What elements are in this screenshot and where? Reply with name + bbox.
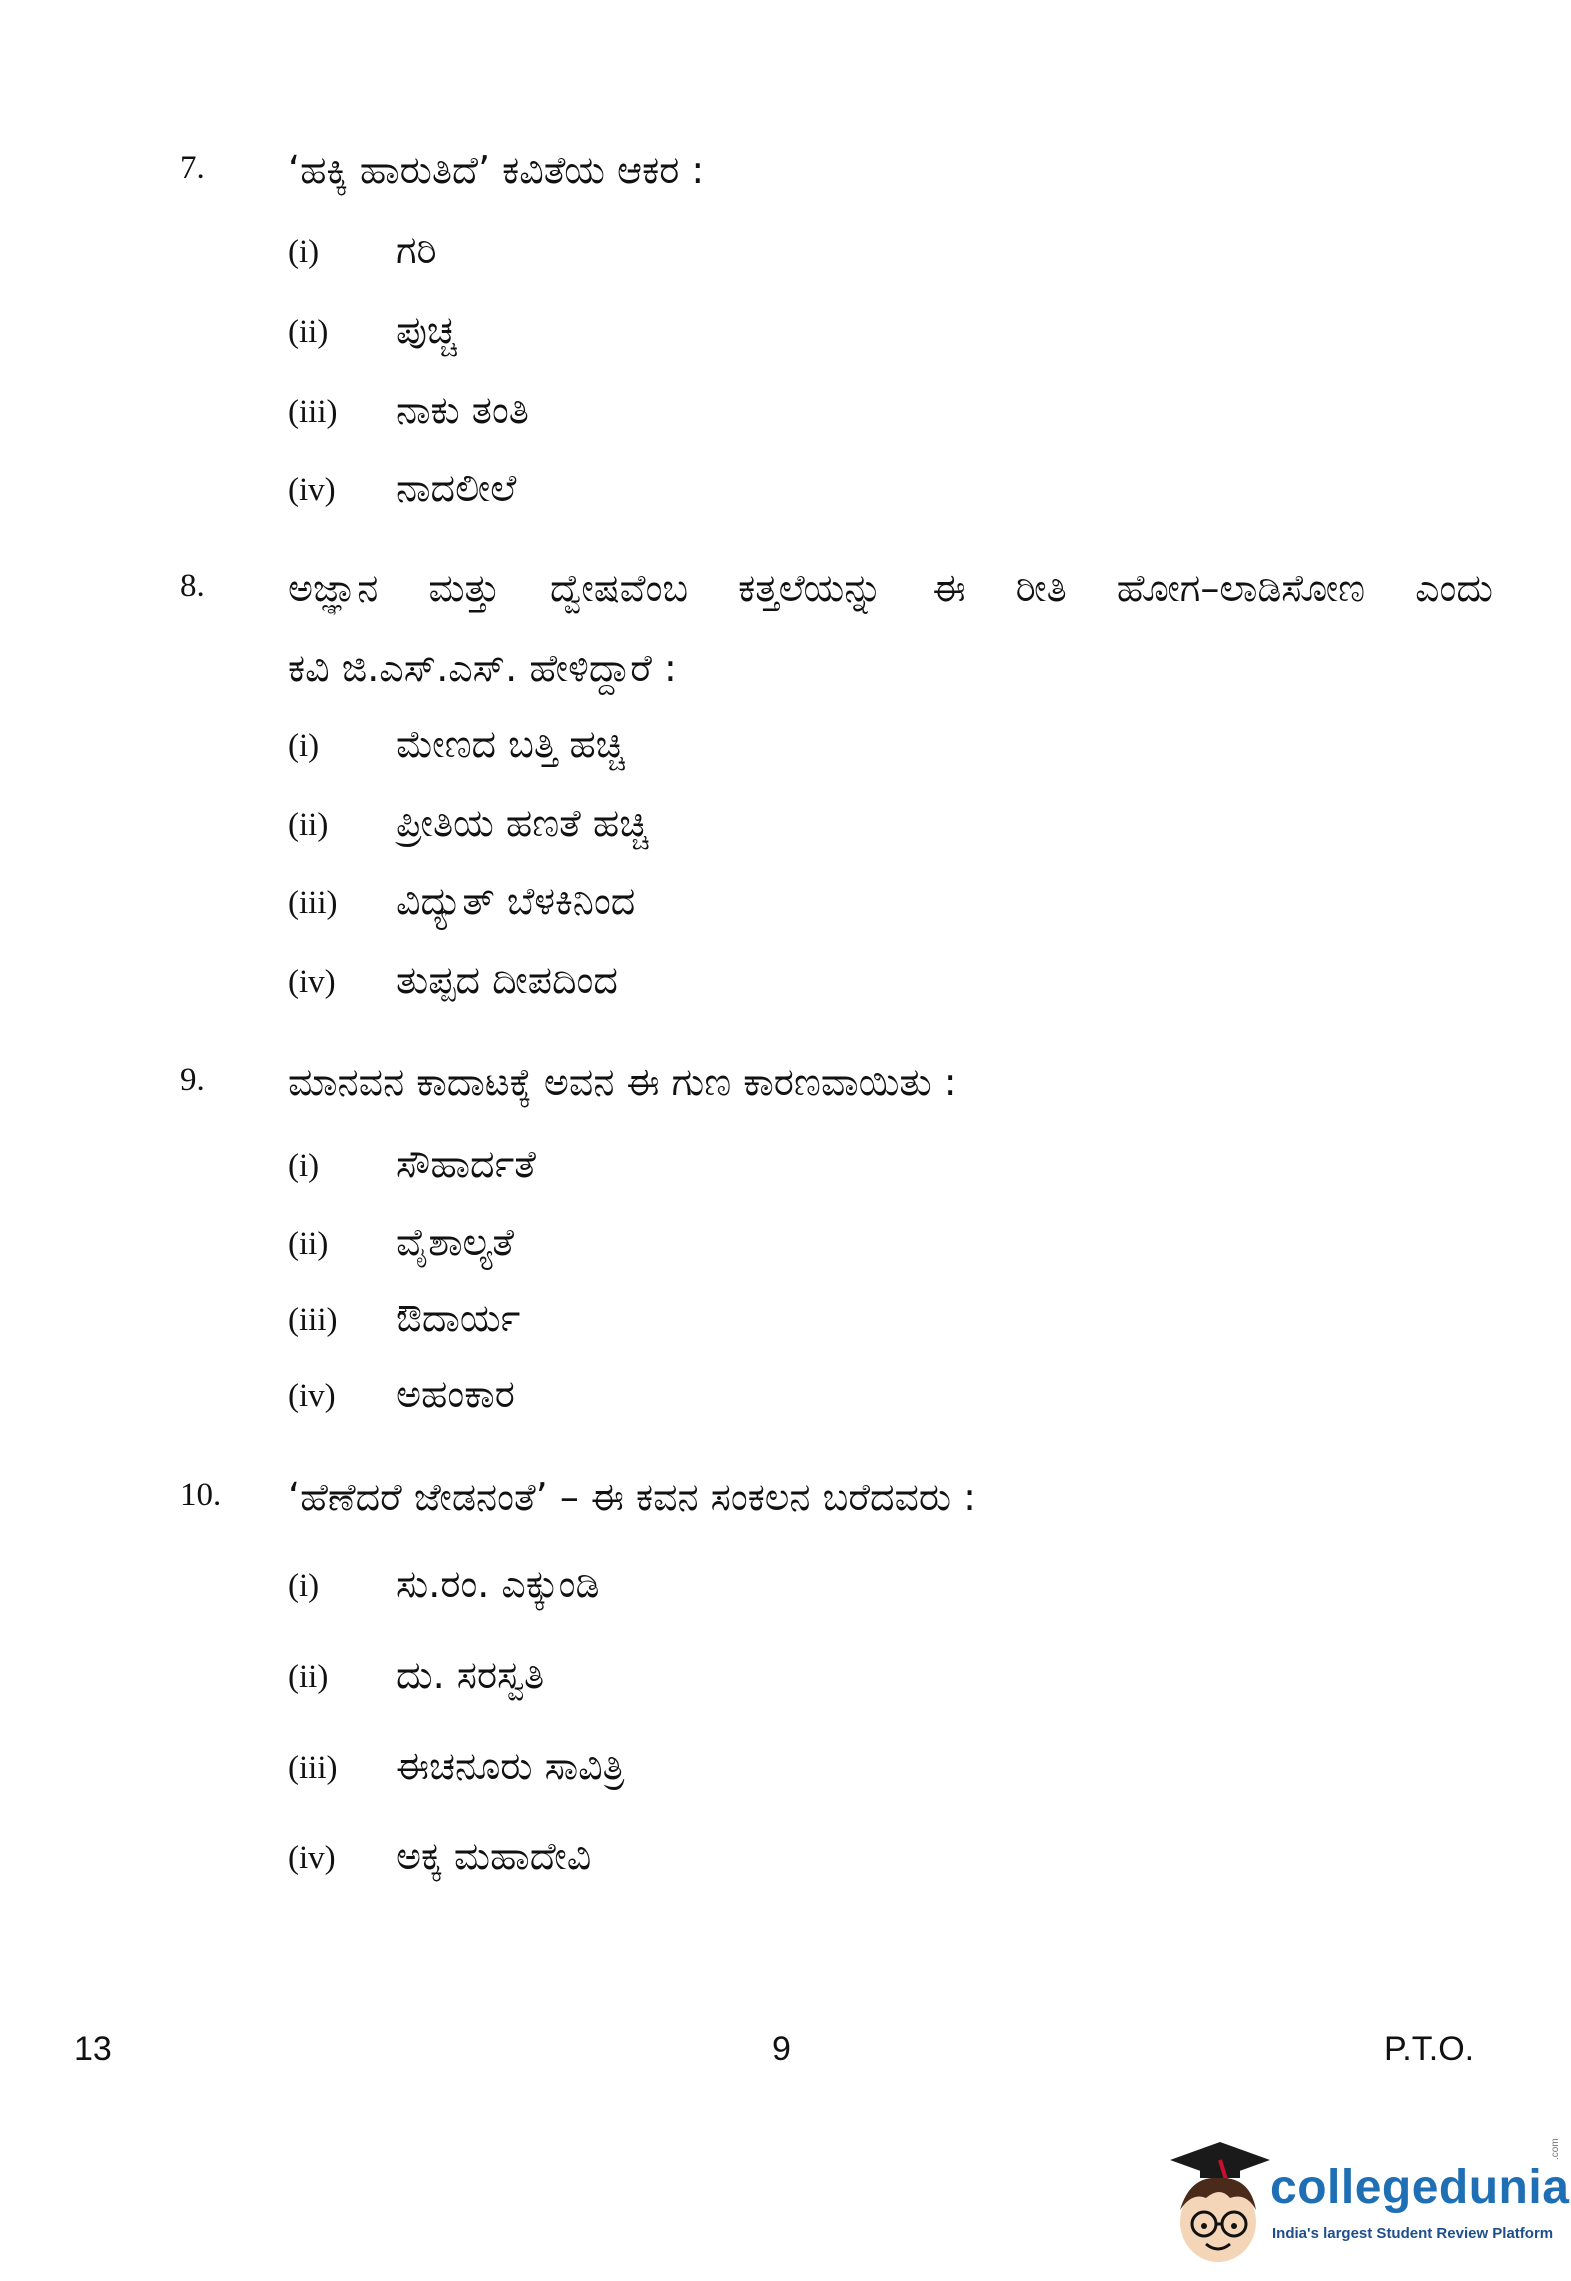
option-text: ಗರಿ xyxy=(396,228,437,272)
option-label: (iv) xyxy=(288,472,336,508)
option-text: ವೈಶಾಲ್ಯತೆ xyxy=(396,1220,515,1264)
option-iv xyxy=(0,952,1571,1012)
question-text-line-1: ಅಜ್ಞಾನ ಮತ್ತು ದ್ವೇಷವೆಂಬ ಕತ್ತಲೆಯನ್ನು ಈ ರೀತಿ ಹೋಗ–ಲಾಡಿಸೋಣ ಎಂದು xyxy=(288,566,1493,610)
option-label: (ii) xyxy=(288,1659,329,1695)
option-iii xyxy=(0,1290,1571,1350)
option-i xyxy=(0,1556,1571,1616)
option-text: ಅಹಂಕಾರ xyxy=(396,1372,515,1416)
option-label: (iii) xyxy=(288,394,338,430)
footer-code: 13 xyxy=(74,2030,112,2068)
option-label: (i) xyxy=(288,728,320,764)
option-label: (iii) xyxy=(288,1750,338,1786)
option-text: ಪ್ರೀತಿಯ ಹಣತೆ ಹಚ್ಚಿ xyxy=(396,801,649,845)
option-label: (ii) xyxy=(288,1226,329,1262)
option-ii xyxy=(0,302,1571,362)
question-number: 9. xyxy=(180,1062,205,1098)
option-iv xyxy=(0,1366,1571,1426)
question-text: ‘ಹೆಣೆದರೆ ಜೇಡನಂತೆ’ – ಈ ಕವನ ಸಂಕಲನ ಬರೆದವರು : xyxy=(288,1475,976,1519)
question-number: 8. xyxy=(180,568,205,604)
option-text: ಅಕ್ಕ ಮಹಾದೇವಿ xyxy=(396,1834,592,1878)
option-text: ನಾದಲೀಲೆ xyxy=(396,466,517,510)
option-text: ಪುಚ್ಚ xyxy=(396,308,457,352)
option-i xyxy=(0,1136,1571,1196)
option-label: (i) xyxy=(288,234,320,270)
option-label: (iii) xyxy=(288,1302,338,1338)
option-label: (iv) xyxy=(288,964,336,1000)
option-iv xyxy=(0,460,1571,520)
pto-label: P.T.O. xyxy=(1384,2030,1475,2068)
brand-name: collegedunia xyxy=(1270,2161,1570,2214)
option-label: (iv) xyxy=(288,1378,336,1414)
option-text: ಈಚನೂರು ಸಾವಿತ್ರಿ xyxy=(396,1744,625,1788)
option-i xyxy=(0,716,1571,776)
brand-tagline: India's largest Student Review Platform xyxy=(1272,2225,1554,2242)
option-text: ತುಪ್ಪದ ದೀಪದಿಂದ xyxy=(396,958,618,1002)
option-label: (ii) xyxy=(288,807,329,843)
brand-dotcom: .com xyxy=(1550,2138,1561,2160)
option-iv xyxy=(0,1828,1571,1888)
option-iii xyxy=(0,1738,1571,1798)
option-text: ದು. ಸರಸ್ವತಿ xyxy=(396,1653,545,1697)
option-iii xyxy=(0,873,1571,933)
question-text: ‘ಹಕ್ಕಿ ಹಾರುತಿದೆ’ ಕವಿತೆಯ ಆಕರ : xyxy=(288,148,705,192)
option-text: ಸು.ರಂ. ಎಕ್ಕುಂಡಿ xyxy=(396,1562,600,1606)
page-number: 9 xyxy=(772,2030,791,2068)
option-text: ಸೌಹಾರ್ದತೆ xyxy=(396,1142,536,1186)
collegedunia-logo xyxy=(1160,2138,1570,2270)
option-ii xyxy=(0,1647,1571,1707)
question-text-line-2: ಕವಿ ಜಿ.ಎಸ್.ಎಸ್. ಹೇಳಿದ್ದಾರೆ : xyxy=(288,646,677,690)
question-text: ಮಾನವನ ಕಾದಾಟಕ್ಕೆ ಅವನ ಈ ಗುಣ ಕಾರಣವಾಯಿತು : xyxy=(288,1060,957,1104)
option-label: (iv) xyxy=(288,1840,336,1876)
option-text: ಔದಾರ್ಯ xyxy=(396,1296,521,1340)
option-text: ಮೇಣದ ಬತ್ತಿ ಹಚ್ಚಿ xyxy=(396,722,625,766)
option-text: ವಿದ್ಯುತ್ ಬೆಳಕಿನಿಂದ xyxy=(396,879,636,923)
option-iii xyxy=(0,382,1571,442)
option-text: ನಾಕು ತಂತಿ xyxy=(396,388,529,432)
option-i xyxy=(0,222,1571,282)
option-ii xyxy=(0,795,1571,855)
option-ii xyxy=(0,1214,1571,1274)
mascot-icon xyxy=(1160,2140,1270,2270)
question-number: 7. xyxy=(180,150,205,186)
question-number: 10. xyxy=(180,1477,222,1513)
option-label: (i) xyxy=(288,1568,320,1604)
option-label: (i) xyxy=(288,1148,320,1184)
option-label: (ii) xyxy=(288,314,329,350)
option-label: (iii) xyxy=(288,885,338,921)
